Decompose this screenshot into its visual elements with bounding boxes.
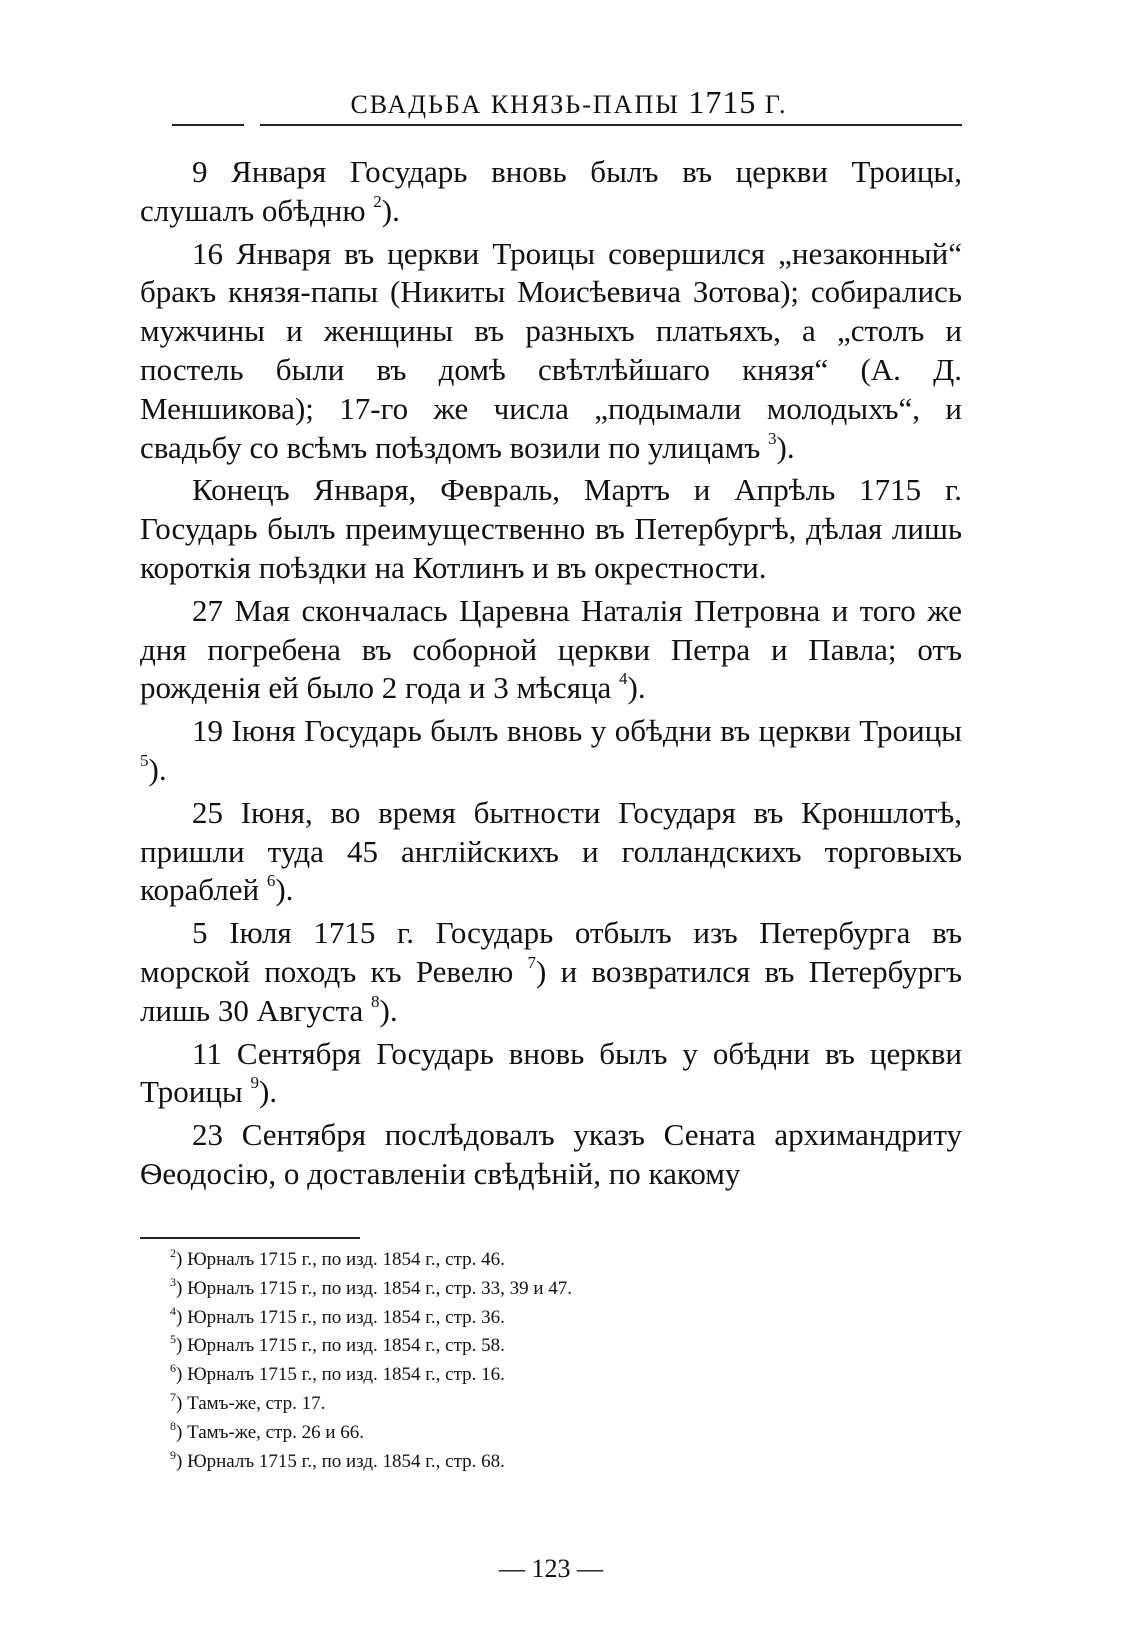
page-number: — 123 — (499, 1554, 603, 1583)
footnote-ref: 8 (371, 991, 380, 1011)
paragraph: Конецъ Января, Февраль, Мартъ и Апрѣль 1715 г. Государь былъ преимущественно въ Петербургѣ, дѣлая лишь короткія поѣздки на Котлинъ и въ окрестности. (140, 472, 962, 585)
running-year: 1715 (688, 84, 757, 120)
header-rule-long (260, 124, 962, 126)
footnote-ref: 2 (373, 191, 382, 211)
paragraph: 19 Іюня Государь былъ вновь у обѣдни въ церкви Троицы $^5$). (140, 713, 962, 787)
footnote: $^4$) Юрналъ 1715 г., по изд. 1854 г., стр. 36. (170, 1303, 505, 1328)
footnote-ref: 3 (768, 428, 777, 448)
paragraph: 5 Іюля 1715 г. Государь отбылъ изъ Петербурга въ морской походъ къ Ревелю $^7$) и возвратился въ Петербургъ лишь 30 Августа $^8$). (140, 915, 962, 1028)
running-title: СВАДЬБА КНЯЗЬ-ПАПЫ (350, 90, 680, 119)
paragraph: 9 Января Государь вновь былъ въ церкви Троицы, слушалъ обѣдню $^2$). (140, 154, 962, 228)
footnote: $^5$) Юрналъ 1715 г., по изд. 1854 г., стр. 58. (170, 1332, 505, 1357)
body-text (140, 153, 962, 1194)
footnote-ref: 4 (619, 669, 628, 689)
paragraph: 16 Января въ церкви Троицы совершился „незаконный“ бракъ князя-папы (Никиты Моисѣевича Зотова); собирались мужчины и женщины въ разныхъ платьяхъ, а „столъ и постель были въ домѣ свѣтлѣйшаго князя“ (А. Д. Меншикова); 17-го же числа „подымали молодыхъ“, и свадьбу со всѣмъ поѣздомъ возили по улицамъ $^3$). (140, 235, 962, 465)
footnote-ref: 9 (250, 1073, 260, 1093)
footnote: $^2$) Юрналъ 1715 г., по изд. 1854 г., стр. 46. (170, 1246, 505, 1270)
paragraph: 25 Іюня, во время бытности Государя въ Кроншлотѣ, пришли туда 45 англійскихъ и голландскихъ торговыхъ кораблей $^6$). (140, 794, 962, 908)
footnote: $^8$) Тамъ-же, стр. 26 и 66. (170, 1418, 365, 1443)
footnotes (170, 1246, 950, 1476)
header-rule-short (172, 124, 244, 126)
running-head (140, 84, 998, 121)
footnote: $^6$) Юрналъ 1715 г., по изд. 1854 г., стр. 16. (170, 1361, 505, 1386)
footnote: $^7$) Тамъ-же, стр. 17. (170, 1389, 326, 1414)
footnote-rule (140, 1237, 360, 1239)
footnote: $^9$) Юрналъ 1715 г., по изд. 1854 г., стр. 68. (170, 1447, 505, 1472)
running-suffix: Г. (764, 90, 788, 119)
paragraph: 27 Мая скончалась Царевна Наталія Петровна и того же дня погребена въ соборной церкви Петра и Павла; отъ рожденія ей было 2 года и 3 мѣсяца $^4$). (140, 592, 962, 706)
paragraph: 23 Сентября послѣдовалъ указъ Сената архимандриту Ѳеодосію, о доставленіи свѣдѣній, по какому (140, 1117, 962, 1191)
paragraph: 11 Сентября Государь вновь былъ у обѣдни въ церкви Троицы $^9$). (140, 1035, 962, 1110)
footnote: $^3$) Юрналъ 1715 г., по изд. 1854 г., стр. 33, 39 и 47. (170, 1274, 573, 1299)
footnote-ref: 7 (527, 952, 537, 972)
footnote-ref: 5 (140, 750, 149, 770)
footnote-ref: 6 (266, 871, 276, 891)
